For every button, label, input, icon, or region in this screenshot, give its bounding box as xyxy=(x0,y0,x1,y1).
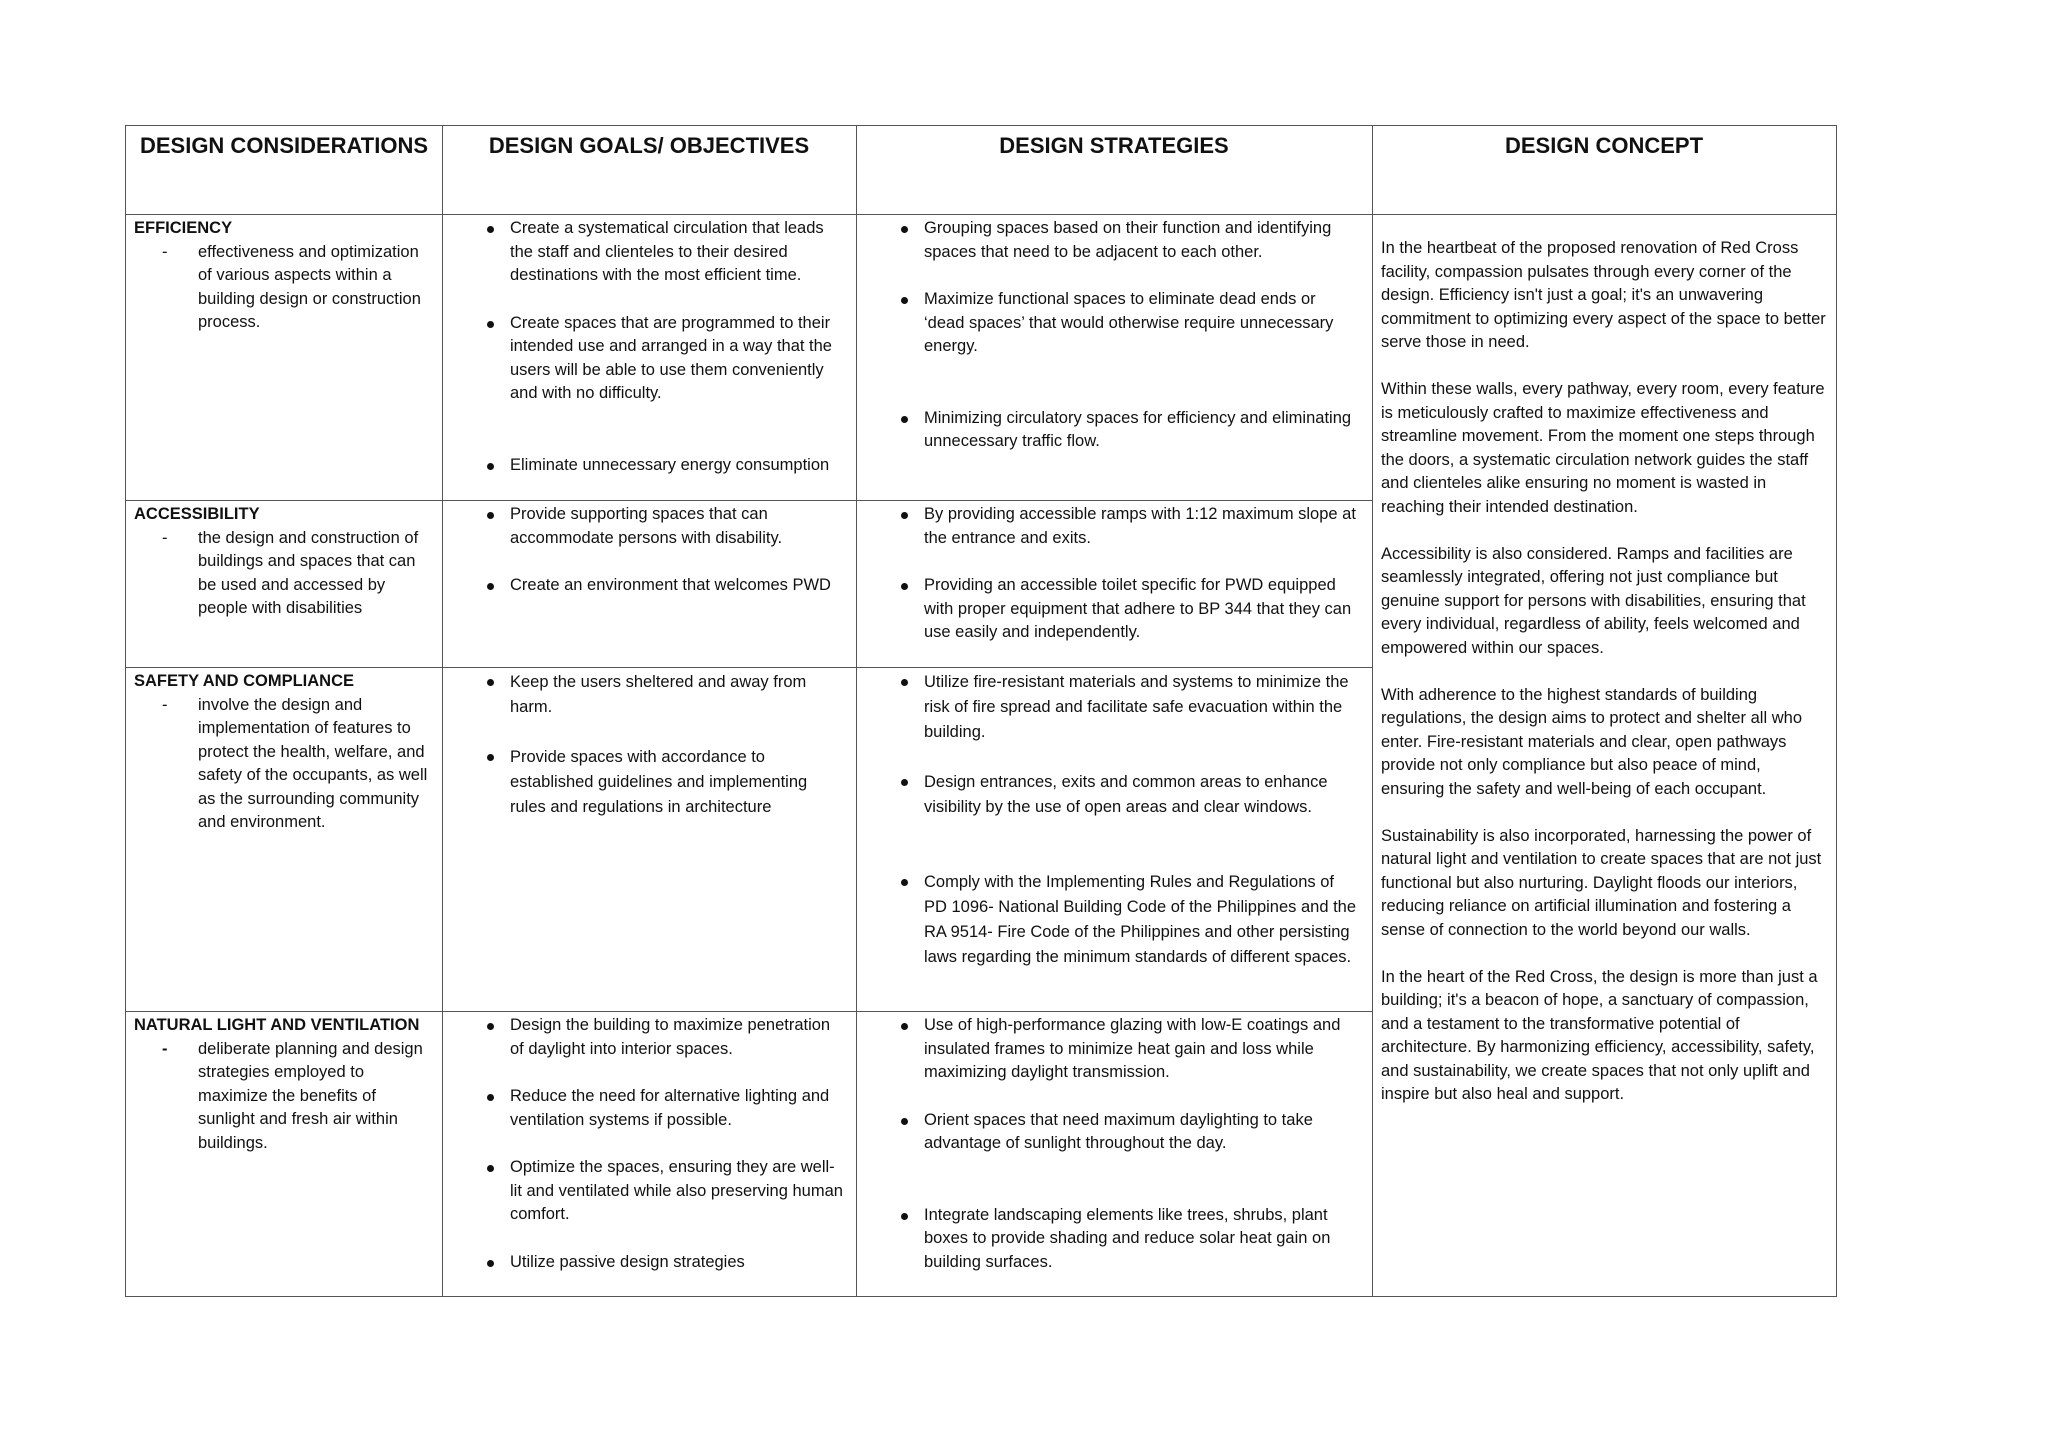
bullet-icon xyxy=(901,416,908,423)
consideration-efficiency xyxy=(126,215,442,500)
consideration-accessibility xyxy=(126,501,442,667)
goal-text: Provide supporting spaces that can accommodate persons with disability. xyxy=(510,505,783,547)
goal-text: Reduce the need for alternative lighting and ventilation systems if possible. xyxy=(510,1087,830,1129)
consideration-natural-light-ventilation xyxy=(126,1012,442,1296)
design-matrix-table xyxy=(125,125,1837,1297)
goal-item xyxy=(450,745,848,820)
bullet-icon xyxy=(901,512,908,519)
bullet-icon xyxy=(901,297,908,304)
goals-efficiency xyxy=(442,215,856,500)
consideration-description: - the design and construction of buildings and spaces that can be used and accessed by people with disabilities xyxy=(162,528,419,617)
goals-accessibility xyxy=(442,501,856,667)
strategy-text: Grouping spaces based on their function and identifying spaces that need to be adjacent to each other. xyxy=(924,219,1332,261)
concept-paragraph: Accessibility is also considered. Ramps and facilities are seamlessly integrated, offering not just compliance but genuine support for persons with disabilities, ensuring that every individual, regardless of ability, feels welcomed and empowered within our spaces. xyxy=(1381,544,1806,657)
bullet-icon xyxy=(487,1165,494,1172)
bullet-icon xyxy=(901,679,908,686)
goal-text: Provide spaces with accordance to established guidelines and implementing rules and regulations in architecture xyxy=(510,748,808,816)
concept-paragraph: In the heartbeat of the proposed renovation of Red Cross facility, compassion pulsates through every corner of the design. Efficiency isn't just a goal; it's an unwavering commitment to optimizing every aspect of the space to better serve those in need. xyxy=(1381,239,1826,351)
strategy-text: Utilize fire-resistant materials and systems to minimize the risk of fire spread and facilitate safe evacuation within the building. xyxy=(924,673,1349,741)
goal-item xyxy=(450,312,848,406)
bullet-icon xyxy=(487,512,494,519)
strategy-item xyxy=(864,288,1364,359)
goal-text: Optimize the spaces, ensuring they are well-lit and ventilated while also preserving human comfort. xyxy=(510,1158,843,1223)
bullet-icon xyxy=(901,583,908,590)
goal-item xyxy=(450,1251,848,1275)
goal-text: Keep the users sheltered and away from harm. xyxy=(510,673,807,716)
consideration-description: - involve the design and implementation of features to protect the health, welfare, and safety of the occupants, as well as the surrounding community and environment. xyxy=(162,695,428,831)
strategy-item xyxy=(864,1109,1364,1156)
concept-paragraph: In the heart of the Red Cross, the design is more than just a building; it's a beacon of hope, a sanctuary of compassion, and a testament to the transformative potential of architecture. By harmonizing efficiency, accessibility, safety, and sustainability, we create spaces that not only uplift and inspire but also heal and support. xyxy=(1381,967,1818,1103)
strategy-item xyxy=(864,670,1364,745)
strategy-item xyxy=(864,1014,1364,1085)
bullet-icon xyxy=(487,1260,494,1267)
consideration-description-text: deliberate planning and design strategies employed to maximize the benefits of sunlight and fresh air within buildings. xyxy=(198,1039,423,1152)
strategy-item xyxy=(864,574,1364,645)
bullet-icon xyxy=(487,321,494,328)
bullet-icon xyxy=(901,226,908,233)
bullet-icon xyxy=(487,463,494,470)
strategies-natural-light-ventilation xyxy=(856,1012,1372,1296)
goal-text: Create an environment that welcomes PWD xyxy=(510,576,831,594)
bullet-icon xyxy=(487,583,494,590)
bullet-icon xyxy=(901,779,908,786)
concept-paragraph: Sustainability is also incorporated, harnessing the power of natural light and ventilation to create spaces that are not just functional but also nurturing. Daylight floods our interiors, reducing reliance on artificial illumination and fostering a sense of connection to the world beyond our walls. xyxy=(1381,826,1822,939)
strategy-text: Comply with the Implementing Rules and Regulations of PD 1096- National Building Code of the Philippines and the RA 9514- Fire Code of the Philippines and other persisting laws regarding the minimum standards of different spaces. xyxy=(924,873,1357,966)
consideration-title: SAFETY AND COMPLIANCE xyxy=(134,672,355,690)
goal-text: Eliminate unnecessary energy consumption xyxy=(510,455,830,474)
strategy-text: Minimizing circulatory spaces for efficiency and eliminating unnecessary traffic flow. xyxy=(924,408,1352,450)
header-design-goals: DESIGN GOALS/ OBJECTIVES xyxy=(488,133,810,158)
design-concept-text xyxy=(1372,237,1836,1297)
goal-item xyxy=(450,670,848,720)
strategy-text: Providing an accessible toilet specific for PWD equipped with proper equipment that adhere to BP 344 that they can use easily and independently. xyxy=(924,576,1352,641)
strategy-text: Maximize functional spaces to eliminate dead ends or ‘dead spaces’ that would otherwise require unnecessary energy. xyxy=(924,290,1334,355)
consideration-description-text: effectiveness and optimization of various aspects within a building design or construction process. xyxy=(198,242,421,331)
strategy-item xyxy=(864,870,1364,970)
strategy-item xyxy=(864,1204,1364,1275)
strategy-item xyxy=(864,217,1364,264)
bullet-icon xyxy=(901,1023,908,1030)
header-design-considerations: DESIGN CONSIDERATIONS xyxy=(139,133,429,158)
consideration-description-text: involve the design and implementation of features to protect the health, welfare, and safety of the occupants, as well as the surrounding community and environment. xyxy=(198,695,428,831)
consideration-title: EFFICIENCY xyxy=(134,219,233,237)
strategy-text: By providing accessible ramps with 1:12 maximum slope at the entrance and exits. xyxy=(924,505,1356,547)
strategy-item xyxy=(864,503,1364,550)
consideration-description: - deliberate planning and design strategies employed to maximize the benefits of sunlight and fresh air within buildings. xyxy=(162,1039,423,1152)
strategy-text: Design entrances, exits and common areas to enhance visibility by the use of open areas and clear windows. xyxy=(924,773,1328,816)
consideration-description-text: the design and construction of buildings and spaces that can be used and accessed by people with disabilities xyxy=(198,528,419,617)
goal-item xyxy=(450,1156,848,1227)
strategy-text: Orient spaces that need maximum daylighting to take advantage of sunlight throughout the day. xyxy=(924,1110,1313,1152)
goals-safety-compliance xyxy=(442,668,856,1011)
bullet-icon xyxy=(901,879,908,886)
bullet-icon xyxy=(487,754,494,761)
strategies-safety-compliance xyxy=(856,668,1372,1011)
strategy-text: Use of high-performance glazing with low-E coatings and insulated frames to minimize heat gain and loss while maximizing daylight transmission. xyxy=(924,1016,1341,1081)
goal-item xyxy=(450,1085,848,1132)
concept-paragraph: With adherence to the highest standards of building regulations, the design aims to protect and shelter all who enter. Fire-resistant materials and clear, open pathways provide not only compliance but also peace of mind, ensuring the safety and well-being of each occupant. xyxy=(1381,685,1802,798)
goal-text: Create a systematical circulation that leads the staff and clienteles to their desired destinations with the most efficient time. xyxy=(510,219,824,284)
concept-paragraph: Within these walls, every pathway, every room, every feature is meticulously crafted to maximize effectiveness and streamline movement. From the moment one steps through the doors, a systematic circulation network guides the staff and clienteles alike ensuring no moment is wasted in reaching their intended destination. xyxy=(1381,380,1825,516)
consideration-title: NATURAL LIGHT AND VENTILATION xyxy=(134,1016,420,1034)
consideration-safety-compliance xyxy=(126,668,442,1011)
bullet-icon xyxy=(487,679,494,686)
goal-text: Create spaces that are programmed to their intended use and arranged in a way that the users will be able to use them conveniently and with no difficulty. xyxy=(510,313,832,402)
strategy-item xyxy=(864,407,1364,454)
bullet-icon xyxy=(487,1023,494,1030)
strategies-accessibility xyxy=(856,501,1372,667)
bullet-icon xyxy=(901,1213,908,1220)
header-design-strategies: DESIGN STRATEGIES xyxy=(999,133,1229,158)
header-design-concept: DESIGN CONCEPT xyxy=(1504,133,1704,158)
bullet-icon xyxy=(487,226,494,233)
goal-item xyxy=(450,217,848,288)
bullet-icon xyxy=(487,1094,494,1101)
goal-item xyxy=(450,574,848,598)
consideration-title: ACCESSIBILITY xyxy=(134,505,260,523)
strategy-text: Integrate landscaping elements like trees, shrubs, plant boxes to provide shading and reduce solar heat gain on building surfaces. xyxy=(924,1205,1331,1271)
strategy-item xyxy=(864,770,1364,820)
bullet-icon xyxy=(901,1118,908,1125)
goal-text: Utilize passive design strategies xyxy=(510,1252,745,1271)
goal-text: Design the building to maximize penetration of daylight into interior spaces. xyxy=(510,1016,831,1058)
strategies-efficiency xyxy=(856,215,1372,500)
goal-item xyxy=(450,1014,848,1061)
consideration-description: - effectiveness and optimization of various aspects within a building design or construction process. xyxy=(162,242,421,331)
goal-item xyxy=(450,503,848,550)
goals-natural-light-ventilation xyxy=(442,1012,856,1296)
goal-item xyxy=(450,454,848,478)
